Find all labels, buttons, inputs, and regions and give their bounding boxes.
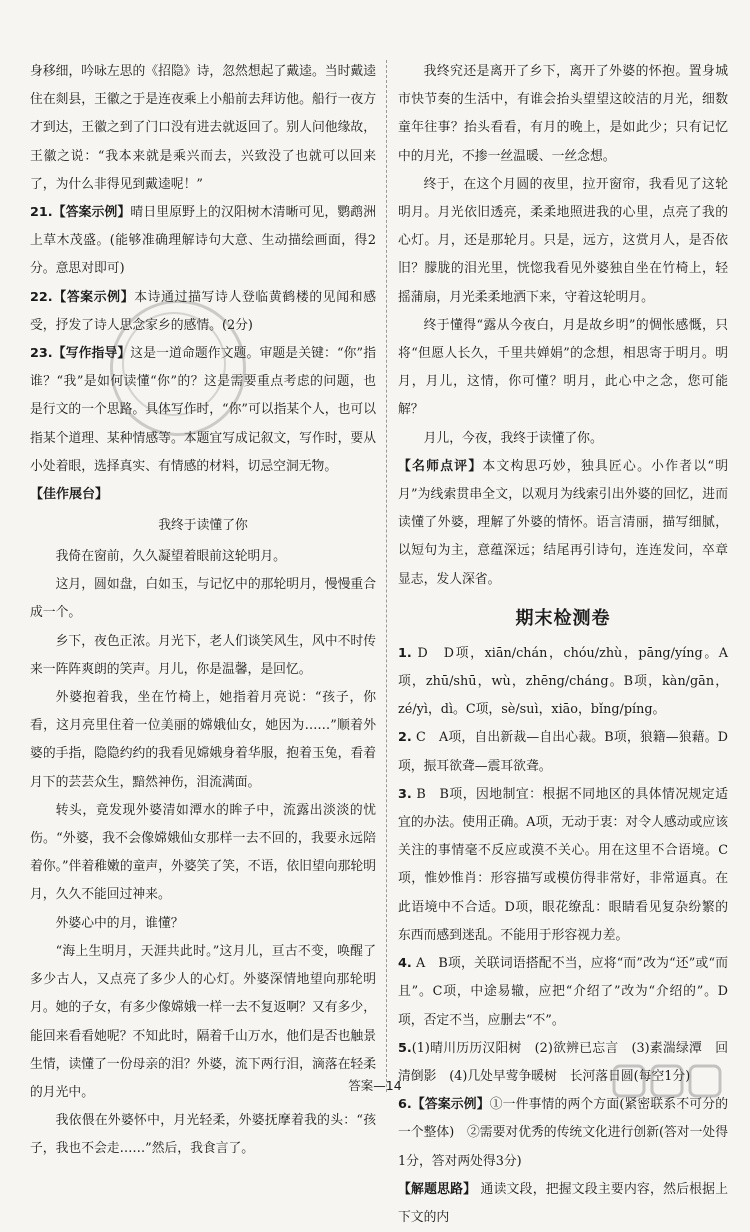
essay-title: 我终于读懂了你 xyxy=(158,518,248,534)
exam-section-title: 期末检测卷 xyxy=(515,607,611,629)
solution-tip: 【解题思路】 通读文段，把握文段主要内容，然后根据上下文的内 xyxy=(398,1181,729,1225)
essay-paragraph: 外婆心中的月，谁懂？ xyxy=(55,915,184,931)
answer-6: 6.【答案示例】①一件事情的两个方面(紧密联系不可分的一个整体) ②需要对优秀的传统文化进行创新(答对一处得1分，答对两处得3分) xyxy=(398,1097,728,1169)
answer-23: 23.【写作指导】这是一道命题作文题。审题是关键：“你”指谁？“我”是如何读懂“你”的？这是需要重点考虑的问题，也是行文的一个思路。具体写作时，“你”可以指某个人，也可以指某个道理、某种情感等。本题宜写成记叙文，写作时，要从小处着眼，选择真实、有情感的材料，切忌空洞无物。 xyxy=(30,346,376,474)
teacher-comment: 【名师点评】本文构思巧妙，独具匠心。小作者以“明月”为线索贯串全文，以观月为线索引出外婆的回忆，进而读懂了外婆，理解了外婆的情怀。语言清丽，描写细腻，以短句为主，意蕴深远；结尾再引诗句，连连发问，卒章显志，发人深省。 xyxy=(398,458,729,587)
answer-21: 21.【答案示例】晴日里原野上的汉阳树木清晰可见，鹦鹉洲上草木茂盛。(能够准确理解诗句大意、生动描绘画面，得2分。意思对即可) xyxy=(30,205,377,277)
essay-paragraph: 月儿，今夜，我终于读懂了你。 xyxy=(423,430,603,446)
essay-paragraph: 我倚在窗前，久久凝望着眼前这轮明月。 xyxy=(55,549,286,565)
column-divider xyxy=(386,60,387,1092)
essay-paragraph: 转头，竟发现外婆清如潭水的眸子中，流露出淡淡的忧伤。“外婆，我不会像嫦娥仙女那样一去不回的，我要永远陪着你。”伴着稚嫩的童声，外婆笑了笑，不语，依旧望向那轮明月，久久不能回过神来。 xyxy=(30,802,376,903)
answer-5: 5.(1)晴川历历汉阳树 (2)欲辨已忘言 (3)素湍绿潭 回清倒影 (4)几处早莺争暖树 长河落日圆(每空1分) xyxy=(398,1040,728,1084)
answer-1: 1. D D项，xiān/chán，chóu/zhù，pāng/yíng。A项，zhū/shū，wù，zhēng/cháng。B项，kàn/gān，zé/yì，dì。C项，sè/suì，xiāo，bǐng/píng。 xyxy=(398,645,729,718)
answer-4: 4. A B项，关联词语搭配不当，应将“而”改为“还”或“而且”。C项，中途易辙，应把“介绍了”改为“介绍的”。D项，否定不当，应删去“不”。 xyxy=(398,956,728,1028)
answer-3: 3. B B项，因地制宜：根据不同地区的具体情况规定适宜的办法。使用正确。A项，无动于衷：对令人感动或应该关注的事情毫不反应或漠不关心。用在这里不合语境。C项，惟妙惟肖：形容描写或模仿得非常好，非常逼真。在此语境中不合适。D项，眼花缭乱：眼睛看见复杂纷繁的东西而感到迷乱。不能用于形容视力差。 xyxy=(398,786,728,943)
essay-paragraph: “海上生明月，天涯共此时。”这月儿，亘古不变，唤醒了多少古人，又点亮了多少人的心灯。外婆深情地望向那轮明月。她的子女，有多少像嫦娥一样一去不复返啊？又有多少，能回来看看她呢？不知此时，隔着千山万水，他们是否也触景生情，读懂了一份母亲的泪？外婆，流下两行泪，滴落在轻柔的月光中。 xyxy=(30,943,376,1100)
watermark-stamp-inner-icon xyxy=(122,312,226,416)
page-number: 答案—14 xyxy=(348,1078,402,1093)
answer-2: 2. C A项，自出新裁—自出心裁。B项，狼籍—狼藉。D项，振耳欲聋—震耳欲聋。 xyxy=(398,730,728,774)
essay-paragraph: 我依偎在外婆怀中，月光轻柔，外婆抚摩着我的头：“孩子，我也不会走……”然后，我食言了。 xyxy=(30,1113,376,1157)
essay-story-text: 身移细，吟咏左思的《招隐》诗，忽然想起了戴逵。当时戴逵住在剡县，王徽之于是连夜乘上小船前去拜访他。船行一夜方才到达，王徽之到了门口没有进去就返回了。别人问他缘故，王徽之说：“我本来就是乘兴而去，兴致没了也就可以回来了，为什么非得见到戴逵呢！” xyxy=(30,64,376,192)
showcase-heading: 【佳作展台】 xyxy=(30,487,109,503)
essay-paragraph: 终于，在这个月圆的夜里，拉开窗帘，我看见了这轮明月。月光依旧透亮，柔柔地照进我的心里，点亮了我的心灯。月，还是那轮月。只是，远方，这赏月人，是否依旧？朦胧的泪光里，恍惚我看见外婆独自坐在竹椅上，轻摇蒲扇，月光柔柔地洒下来，守着这轮明月。 xyxy=(398,176,728,305)
left-column xyxy=(30,58,376,1164)
essay-paragraph: 终于懂得“露从今夜白，月是故乡明”的惆怅感慨，只将“但愿人长久，千里共婵娟”的念想，相思寄于明月。明月，月儿，这情，你可懂？明月，此心中之念，您可能解？ xyxy=(398,317,728,418)
essay-paragraph: 外婆抱着我，坐在竹椅上，她指着月亮说：“孩子，你看，这月亮里住着一位美丽的嫦娥仙女，她因为……”顺着外婆的手指，隐隐约约的我看见嫦娥身着华服，抱着玉兔，看着月下的芸芸众生，黯然神伤，泪流满面。 xyxy=(30,690,376,790)
essay-paragraph: 乡下，夜色正浓。月光下，老人们谈笑风生，风中不时传来一阵阵爽朗的笑声。月儿，你是温馨，是回忆。 xyxy=(30,633,376,677)
answer-22: 22.【答案示例】本诗通过描写诗人登临黄鹤楼的见闻和感受，抒发了诗人思念家乡的感情。(2分) xyxy=(30,289,377,333)
essay-paragraph: 我终究还是离开了乡下，离开了外婆的怀抱。置身城市快节奏的生活中，有谁会抬头望望这皎洁的月光，细数童年往事？抬头看看，有月的晚上，是如此少；只有记忆中的月光，不掺一丝温暖、一丝念想。 xyxy=(398,64,728,164)
right-column xyxy=(398,58,728,1232)
essay-paragraph: 这月，圆如盘，白如玉，与记忆中的那轮明月，慢慢重合成一个。 xyxy=(30,577,376,621)
